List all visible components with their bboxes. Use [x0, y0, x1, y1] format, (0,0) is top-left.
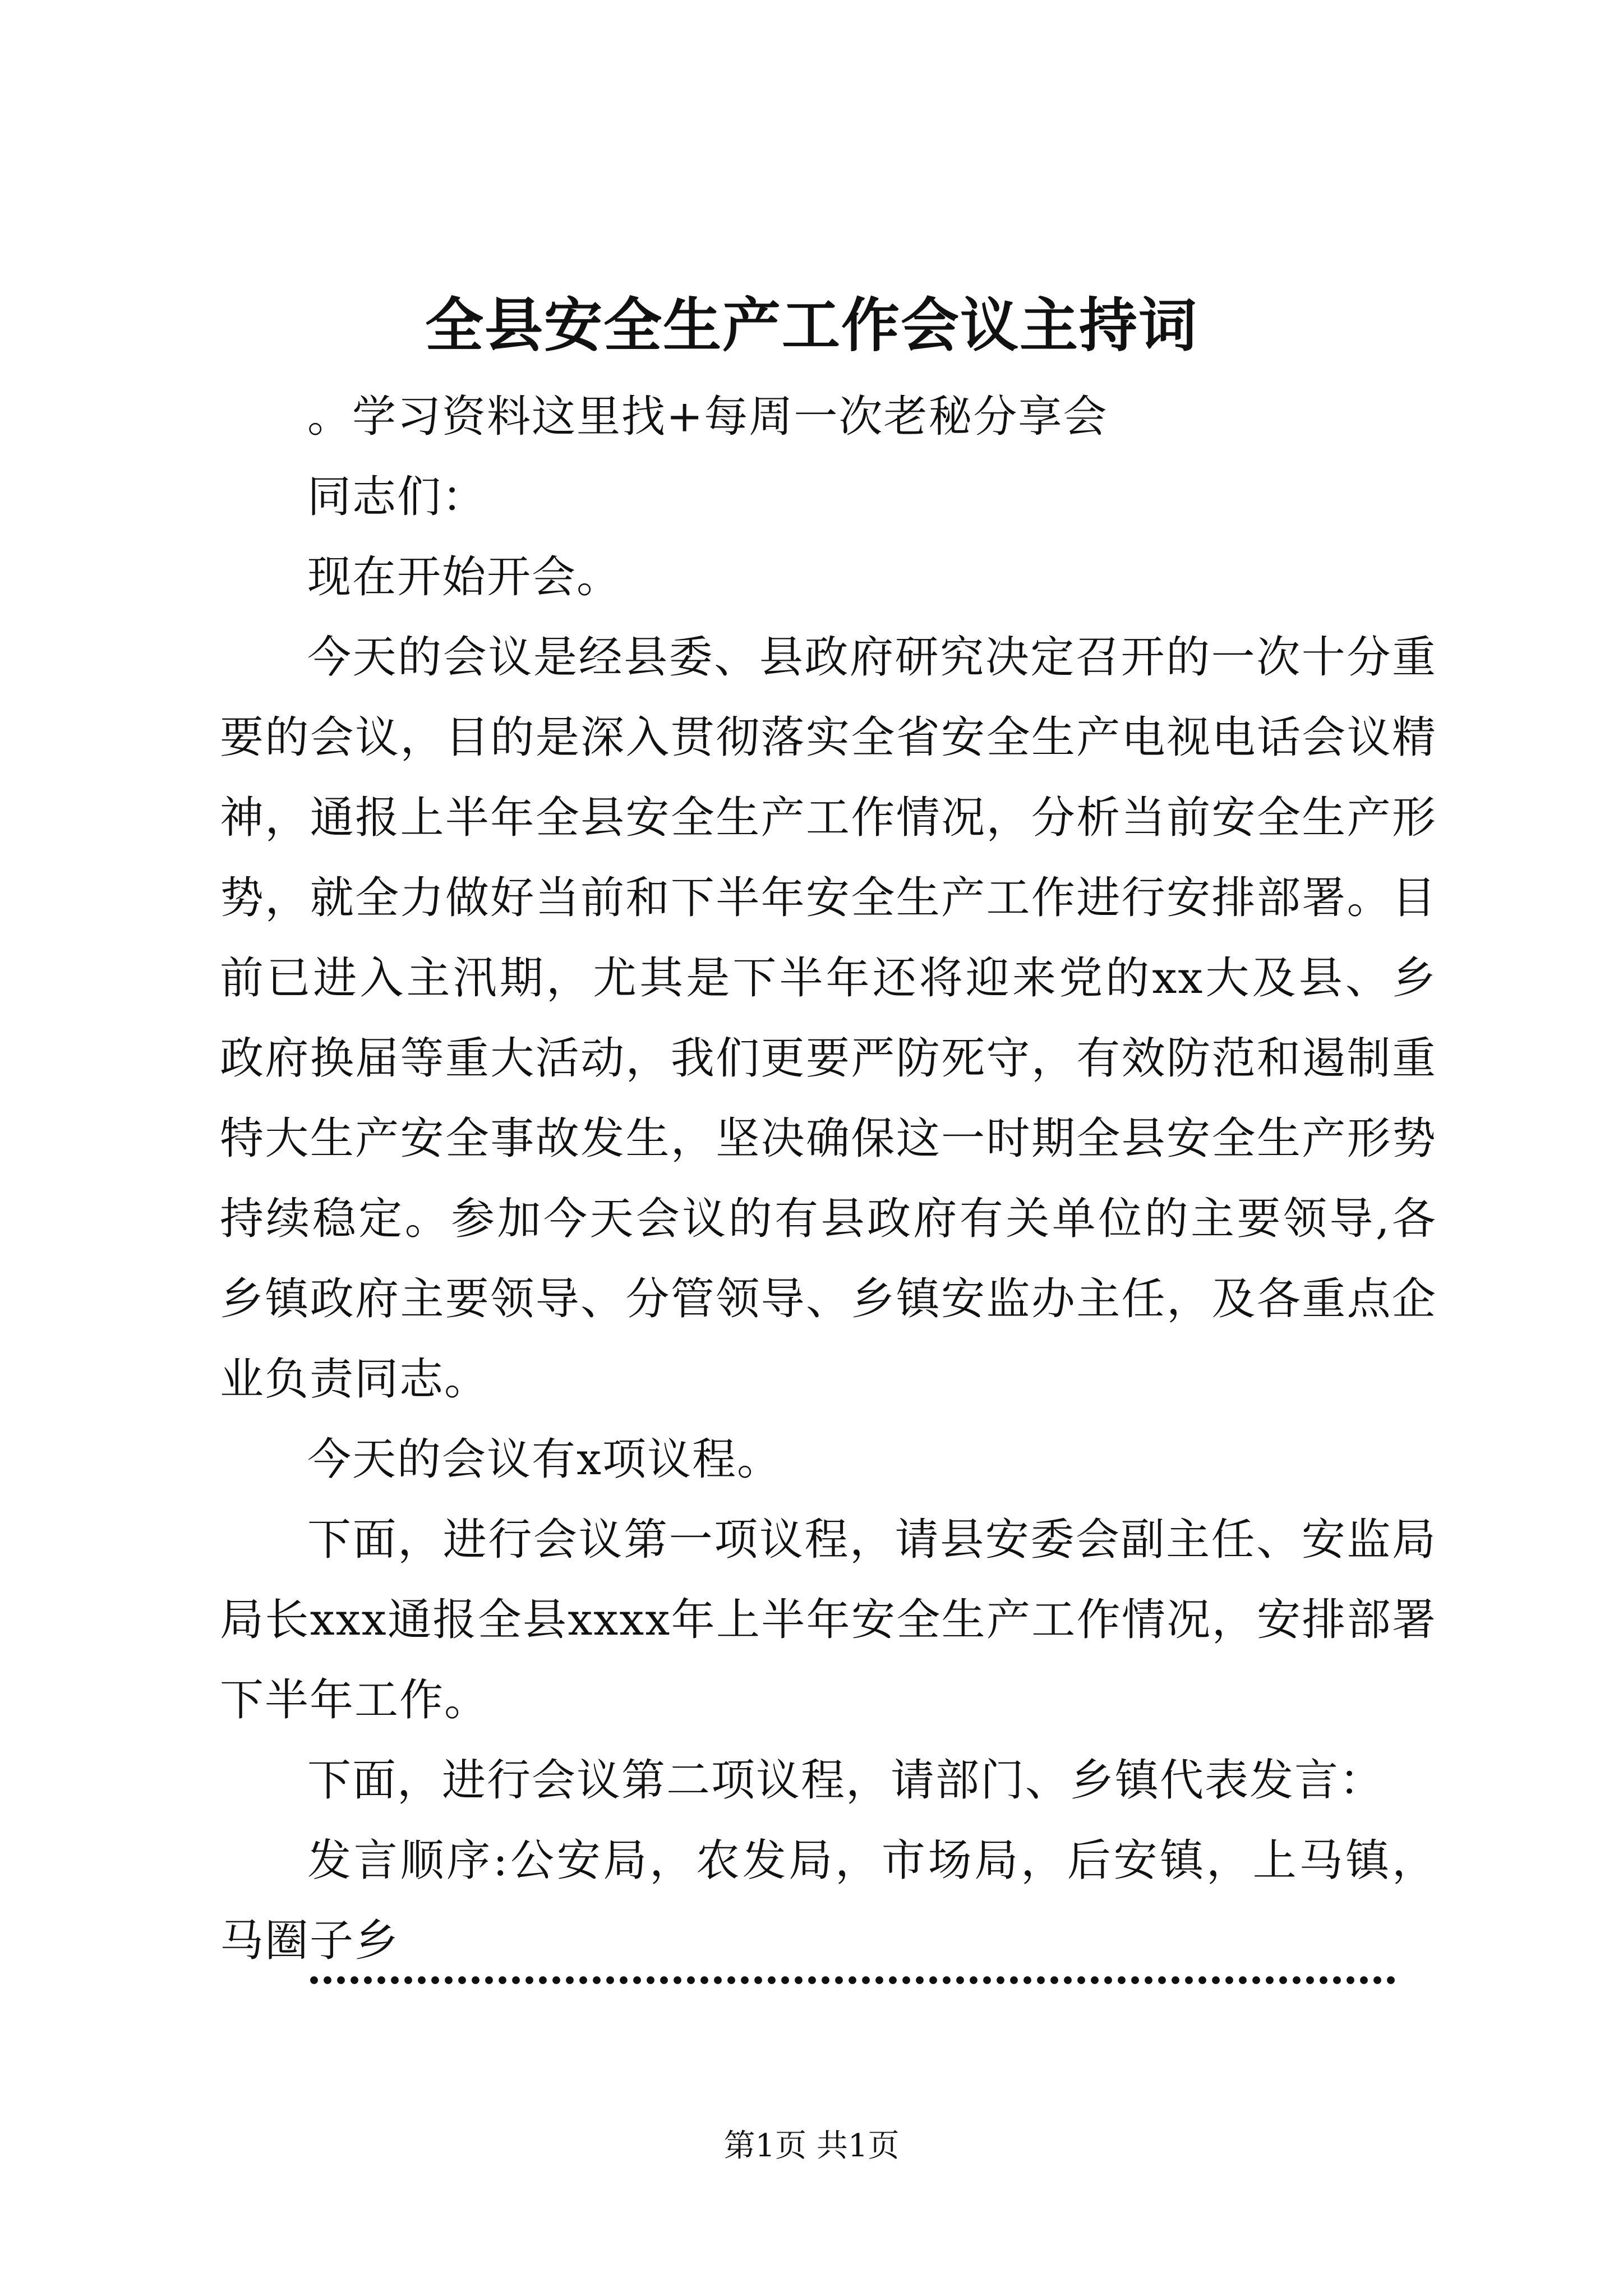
paragraph-agenda-item-1: 下面，进行会议第一项议程，请县安委会副主任、安监局局长xxx通报全县xxxx年上半年安全生产工作情况，安排部署下半年工作。 [220, 1515, 1437, 1726]
page-number: 第1页 共1页 [723, 2128, 900, 2164]
ellipsis-separator [307, 1975, 1395, 1986]
paragraph-agenda-count: 今天的会议有x项议程。 [307, 1434, 782, 1485]
paragraph-opening: 现在开始开会。 [307, 552, 622, 602]
document-body [220, 377, 1437, 1981]
intro-line: 。学习资料这里找+每周一次老秘分享会 [307, 392, 1108, 442]
paragraph-purpose: 今天的会议是经县委、县政府研究决定召开的一次十分重要的会议，目的是深入贯彻落实全省安全生产电视电话会议精神，通报上半年全县安全生产工作情况，分析当前安全生产形势，就全力做好当前和下半年安全生产工作进行安排部署。目前已进入主汛期，尤其是下半年还将迎来党的xx大及县、乡政府换届等重大活动，我们更要严防死守，有效防范和遏制重特大生产安全事故发生，坚决确保这一时期全县安全生产形势持续稳定。参加今天会议的有县政府有关单位的主要领导,各乡镇政府主要领导、分管领导、乡镇安监办主任，及各重点企业负责同志。 [220, 632, 1437, 1405]
paragraph-agenda-item-2: 下面，进行会议第二项议程，请部门、乡镇代表发言： [307, 1755, 1385, 1806]
salutation: 同志们： [307, 472, 487, 522]
document-title: 全县安全生产工作会议主持词 [425, 291, 1198, 360]
paragraph-speaking-order: 发言顺序:公安局，农发局，市场局，后安镇，上马镇，马圈子乡 [220, 1835, 1437, 1966]
